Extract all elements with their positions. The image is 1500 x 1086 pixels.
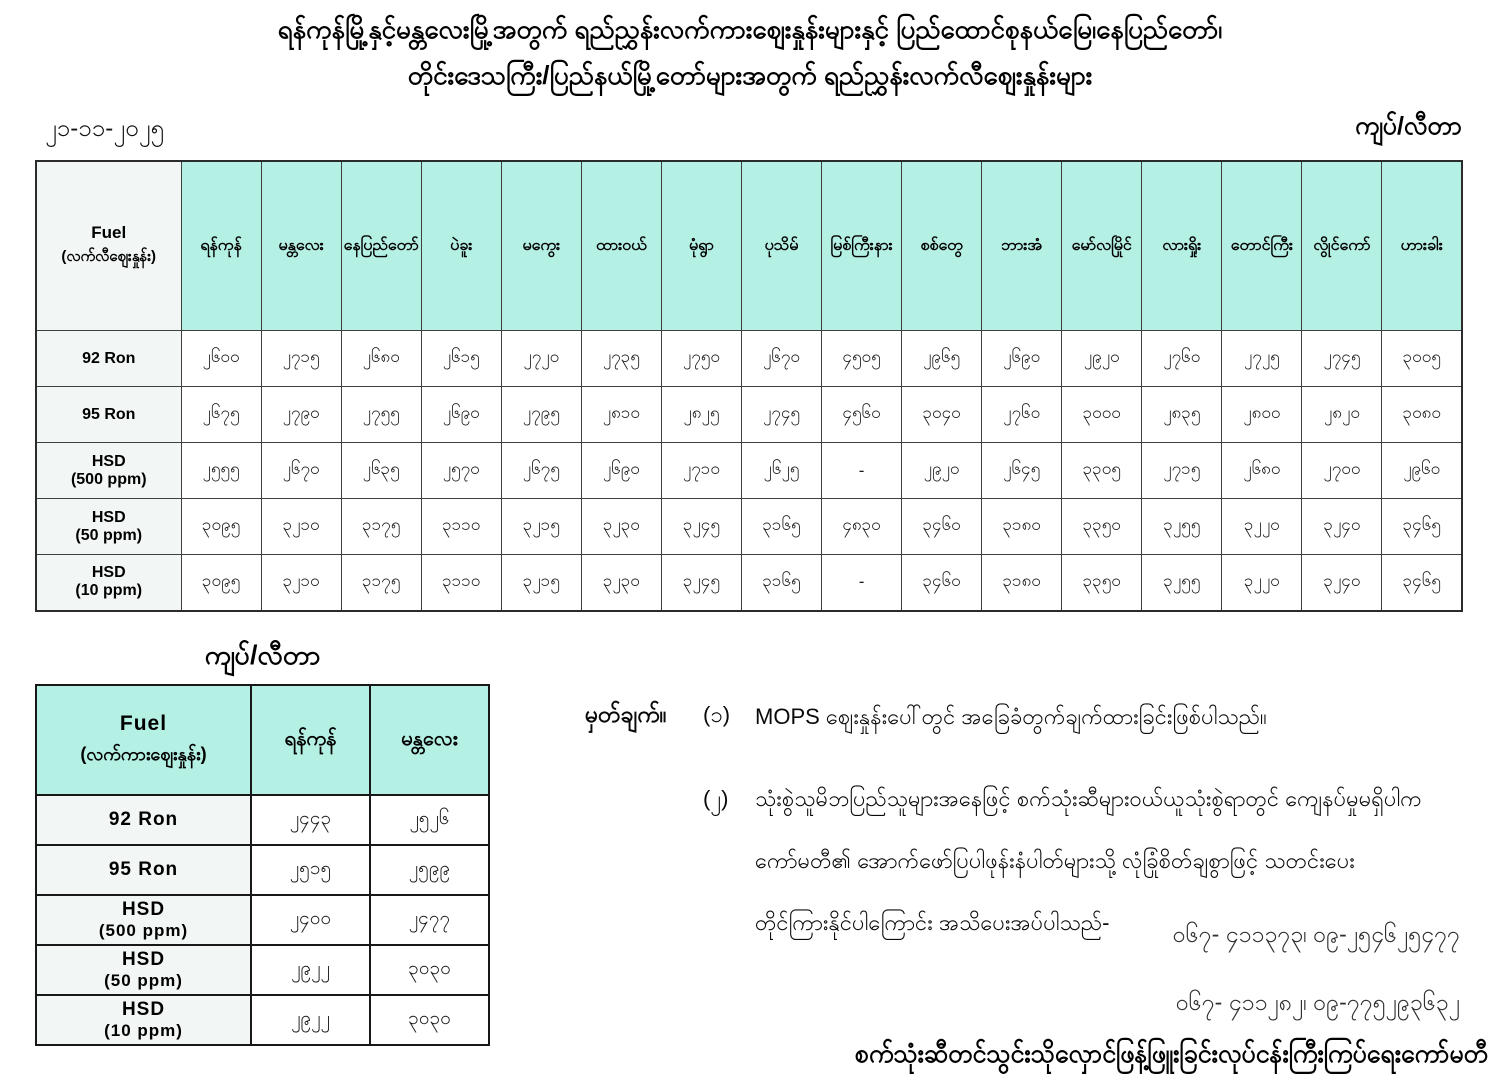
fuel-header-line1: Fuel xyxy=(119,711,168,735)
price-row xyxy=(36,443,1462,499)
price-cell: ၂၇၁၅ xyxy=(1142,443,1222,499)
price-cell: ၂၉၂၀ xyxy=(902,443,982,499)
document-title-line2: တိုင်းဒေသကြီး/ပြည်နယ်မြို့တော်များအတွက် ရည်ညွှန်းလက်လီဈေးနှုန်းများ xyxy=(407,60,1093,90)
price-cell: ၂၇၄၅ xyxy=(1302,331,1382,387)
city-column-header: ဟားခါး xyxy=(1382,161,1462,331)
note-2-number: (၂) xyxy=(703,786,729,811)
price-cell: ၂၅၅၅ xyxy=(181,443,261,499)
price-cell: ၃၁၆၅ xyxy=(741,499,821,555)
price-cell: ၂၄၇၇ xyxy=(370,895,489,945)
price-cell: ၃၀၉၅ xyxy=(181,499,261,555)
note-1-text: MOPS ဈေးနှုန်းပေါ်တွင် အခြေခံတွက်ချက်ထားခြင်းဖြစ်ပါသည်။ xyxy=(755,704,1267,729)
price-cell: - xyxy=(822,443,902,499)
fuel-column-header xyxy=(36,161,181,331)
fuel-row-label xyxy=(36,443,181,499)
city-column-header: စစ်တွေ xyxy=(902,161,982,331)
fuel-row-label-line: HSD xyxy=(91,508,126,526)
price-cell: - xyxy=(822,555,902,611)
city-column-header: မြစ်ကြီးနား xyxy=(822,161,902,331)
price-cell: ၂၆၈၀ xyxy=(1222,443,1302,499)
price-row xyxy=(36,845,489,895)
city-column-header: မန္တလေး xyxy=(370,685,489,795)
price-cell: ၃၃၀၅ xyxy=(1062,443,1142,499)
fuel-row-label xyxy=(36,499,181,555)
fuel-row-label xyxy=(36,945,251,995)
price-row xyxy=(36,945,489,995)
retail-price-table xyxy=(35,160,1463,612)
document-title-line1: ရန်ကုန်မြို့နှင့်မန္တလေးမြို့အတွက် ရည်ညွှန်းလက်ကားဈေးနှုန်းများနှင့် ပြည်ထောင်စုနယ်မြေ၊နေပြည်တော်၊ xyxy=(277,14,1223,44)
price-cell: ၃၄၆၅ xyxy=(1382,555,1462,611)
price-cell: ၂၅၉၉ xyxy=(370,845,489,895)
fuel-row-label xyxy=(36,795,251,845)
price-cell: ၃၁၈၀ xyxy=(982,499,1062,555)
price-cell: ၃၃၅၀ xyxy=(1062,499,1142,555)
fuel-row-label-line: 95 Ron xyxy=(82,405,136,423)
fuel-header-line1: Fuel xyxy=(91,223,127,242)
city-column-header: ရန်ကုန် xyxy=(181,161,261,331)
price-row xyxy=(36,499,1462,555)
city-column-header: ဘားအံ xyxy=(982,161,1062,331)
price-cell: ၂၉၂၂ xyxy=(251,945,370,995)
price-cell: ၂၇၁၅ xyxy=(261,331,341,387)
price-cell: ၃၂၃၀ xyxy=(581,499,661,555)
price-cell: ၂၆၈၀ xyxy=(341,331,421,387)
note-2-text-line: ကော်မတီ၏ အောက်ဖော်ပြပါဖုန်းနံပါတ်များသို့ လုံခြုံစိတ်ချစွာဖြင့် သတင်းပေး xyxy=(755,848,1355,873)
price-cell: ၃၄၆၅ xyxy=(1382,499,1462,555)
city-column-header: မန္တလေး xyxy=(261,161,341,331)
city-column-header: နေပြည်တော် xyxy=(341,161,421,331)
price-cell: ၂၉၆၀ xyxy=(1382,443,1462,499)
price-cell: ၂၆၉၀ xyxy=(982,331,1062,387)
price-cell: ၃၂၁၅ xyxy=(501,499,581,555)
price-cell: ၂၉၆၅ xyxy=(902,331,982,387)
price-cell: ၂၄၄၃ xyxy=(251,795,370,845)
price-cell: ၂၄၀၀ xyxy=(251,895,370,945)
price-cell: ၃၁၈၀ xyxy=(982,555,1062,611)
price-cell: ၃၁၇၅ xyxy=(341,555,421,611)
fuel-header-line2: (လက်ကားဈေးနှုန်း) xyxy=(80,743,207,764)
price-cell: ၂၈၃၅ xyxy=(1142,387,1222,443)
contact-phone-line-1: ၀၆၇- ၄၁၁၃၇၃၊ ၀၉-၂၅၄၆၂၅၄၇၇ xyxy=(1172,921,1460,947)
price-cell: ၂၈၂၅ xyxy=(661,387,741,443)
price-cell: ၂၇၃၅ xyxy=(581,331,661,387)
city-column-header: ပဲခူး xyxy=(421,161,501,331)
fuel-row-label xyxy=(36,555,181,611)
note-2-text-line: သုံးစွဲသူမိဘပြည်သူများအနေဖြင့် စက်သုံးဆီများဝယ်ယူသုံးစွဲရာတွင် ကျေနပ်မှုမရှိပါက xyxy=(755,786,1422,811)
fuel-row-label-line: HSD xyxy=(91,564,126,582)
note-item-1 xyxy=(585,700,1495,734)
price-cell: ၂၇၆၀ xyxy=(982,387,1062,443)
price-cell: ၃၂၂၀ xyxy=(1222,555,1302,611)
price-cell: ၃၂၅၅ xyxy=(1142,555,1222,611)
price-cell: ၂၆၉၀ xyxy=(581,443,661,499)
price-cell: ၄၅၀၅ xyxy=(822,331,902,387)
price-cell: ၂၅၁၅ xyxy=(251,845,370,895)
price-cell: ၂၉၂၀ xyxy=(1062,331,1142,387)
fuel-row-label-line: HSD xyxy=(91,452,126,470)
header-row xyxy=(36,161,1462,331)
price-cell: ၃၄၆၀ xyxy=(902,555,982,611)
price-cell: ၂၆၇၀ xyxy=(741,331,821,387)
price-row xyxy=(36,555,1462,611)
city-column-header: ထားဝယ် xyxy=(581,161,661,331)
price-cell: ၃၂၄၀ xyxy=(1302,555,1382,611)
price-cell: ၃၂၁၅ xyxy=(501,555,581,611)
price-cell: ၂၆၁၅ xyxy=(421,331,501,387)
price-cell: ၂၈၁၀ xyxy=(581,387,661,443)
fuel-row-label-line: (500 ppm) xyxy=(98,921,189,940)
price-row xyxy=(36,895,489,945)
price-cell: ၃၂၁၀ xyxy=(261,499,341,555)
price-cell: ၃၁၁၀ xyxy=(421,555,501,611)
fuel-row-label-line: HSD xyxy=(121,949,166,970)
price-cell: ၂၈၀၀ xyxy=(1222,387,1302,443)
price-cell: ၂၅၇၀ xyxy=(421,443,501,499)
wholesale-price-table xyxy=(35,684,490,1046)
price-cell: ၂၇၆၀ xyxy=(1142,331,1222,387)
fuel-row-label-line: (500 ppm) xyxy=(70,470,147,488)
wholesale-price-table-wrap xyxy=(35,684,490,1046)
unit-label-wholesale: ကျပ်/လီတာ xyxy=(204,640,321,670)
price-cell: ၂၉၂၂ xyxy=(251,995,370,1045)
fuel-row-label-line: 92 Ron xyxy=(108,809,179,830)
price-cell: ၂၇၂၅ xyxy=(1222,331,1302,387)
price-cell: ၂၇၄၅ xyxy=(741,387,821,443)
price-cell: ၂၇၉၅ xyxy=(501,387,581,443)
price-cell: ၂၇၅၅ xyxy=(341,387,421,443)
price-cell: ၃၂၅၅ xyxy=(1142,499,1222,555)
fuel-row-label-line: HSD xyxy=(121,899,166,920)
price-cell: ၃၀၉၅ xyxy=(181,555,261,611)
price-cell: ၃၁၁၀ xyxy=(421,499,501,555)
city-column-header: မော်လမြိုင် xyxy=(1062,161,1142,331)
fuel-row-label-line: (10 ppm) xyxy=(104,1021,183,1040)
city-column-header: လားရှိုး xyxy=(1142,161,1222,331)
committee-name-footer: စက်သုံးဆီတင်သွင်းသိုလှောင်ဖြန့်ဖြူးခြင်းလုပ်ငန်းကြီးကြပ်ရေးကော်မတီ xyxy=(854,1040,1488,1068)
contact-phone-line-2: ၀၆၇- ၄၁၁၂၈၂၊ ၀၉-၇၇၅၂၉၃၆၃၂ xyxy=(1175,989,1460,1015)
price-cell: ၂၅၂၆ xyxy=(370,795,489,845)
price-cell: ၂၇၂၀ xyxy=(501,331,581,387)
price-cell: ၂၆၇၅ xyxy=(181,387,261,443)
price-cell: ၃၀၃၀ xyxy=(370,945,489,995)
fuel-row-label-line: 95 Ron xyxy=(108,859,179,880)
price-cell: ၃၄၆၀ xyxy=(902,499,982,555)
price-cell: ၃၂၂၀ xyxy=(1222,499,1302,555)
price-cell: ၃၀၃၀ xyxy=(370,995,489,1045)
price-cell: ၂၆၉၀ xyxy=(421,387,501,443)
fuel-row-label xyxy=(36,845,251,895)
price-cell: ၃၁၆၅ xyxy=(741,555,821,611)
price-cell: ၂၇၅၀ xyxy=(661,331,741,387)
fuel-column-header xyxy=(36,685,251,795)
price-cell: ၂၆၄၅ xyxy=(982,443,1062,499)
price-cell: ၄၈၃၀ xyxy=(822,499,902,555)
price-cell: ၂၆၂၅ xyxy=(741,443,821,499)
price-cell: ၂၆၇၀ xyxy=(261,443,341,499)
city-column-header: မကွေး xyxy=(501,161,581,331)
price-row xyxy=(36,331,1462,387)
fuel-row-label-line: (50 ppm) xyxy=(75,526,143,544)
city-column-header: မုံရွာ xyxy=(661,161,741,331)
fuel-header-line2: (လက်လီဈေးနှုန်း) xyxy=(61,248,157,265)
price-cell: ၂၇၉၀ xyxy=(261,387,341,443)
price-cell: ၂၈၂၀ xyxy=(1302,387,1382,443)
city-column-header: တောင်ကြီး xyxy=(1222,161,1302,331)
price-cell: ၃၂၄၀ xyxy=(1302,499,1382,555)
city-column-header: ပုသိမ် xyxy=(741,161,821,331)
fuel-row-label-line: (50 ppm) xyxy=(104,971,183,990)
document-date: ၂၁-၁၁-၂၀၂၅ xyxy=(45,115,164,142)
price-cell: ၂၇၁၀ xyxy=(661,443,741,499)
fuel-row-label xyxy=(36,895,251,945)
price-cell: ၂၇၀၀ xyxy=(1302,443,1382,499)
notes-section xyxy=(585,700,1495,954)
city-column-header: ရန်ကုန် xyxy=(251,685,370,795)
price-cell: ၃၂၄၅ xyxy=(661,555,741,611)
price-cell: ၃၁၇၅ xyxy=(341,499,421,555)
price-cell: ၃၀၈၀ xyxy=(1382,387,1462,443)
fuel-row-label-line: 92 Ron xyxy=(82,349,136,367)
note-1-number: (၁) xyxy=(703,702,731,727)
unit-label-retail: ကျပ်/လီတာ xyxy=(1355,112,1462,140)
header-row xyxy=(36,685,489,795)
price-cell: ၂၆၃၅ xyxy=(341,443,421,499)
price-row xyxy=(36,795,489,845)
price-cell: ၂၆၇၅ xyxy=(501,443,581,499)
retail-price-table-wrap xyxy=(35,160,1463,612)
price-cell: ၃၂၁၀ xyxy=(261,555,341,611)
fuel-row-label-line: (10 ppm) xyxy=(75,582,143,600)
notes-heading: မှတ်ချက်။ xyxy=(585,701,667,727)
city-column-header: လွိုင်ကော် xyxy=(1302,161,1382,331)
price-cell: ၄၅၆၀ xyxy=(822,387,902,443)
fuel-row-label xyxy=(36,331,181,387)
price-cell: ၃၀၄၀ xyxy=(902,387,982,443)
price-cell: ၂၆၀၀ xyxy=(181,331,261,387)
price-cell: ၃၀၀၀ xyxy=(1062,387,1142,443)
price-row xyxy=(36,387,1462,443)
price-cell: ၃၀၀၅ xyxy=(1382,331,1462,387)
fuel-row-label xyxy=(36,995,251,1045)
price-cell: ၃၂၃၀ xyxy=(581,555,661,611)
price-cell: ၃၃၅၀ xyxy=(1062,555,1142,611)
price-row xyxy=(36,995,489,1045)
fuel-row-label xyxy=(36,387,181,443)
fuel-row-label-line: HSD xyxy=(121,999,166,1020)
price-cell: ၃၂၄၅ xyxy=(661,499,741,555)
note-2-text-line: တိုင်ကြားနိုင်ပါကြောင်း အသိပေးအပ်ပါသည်- xyxy=(755,910,1110,935)
